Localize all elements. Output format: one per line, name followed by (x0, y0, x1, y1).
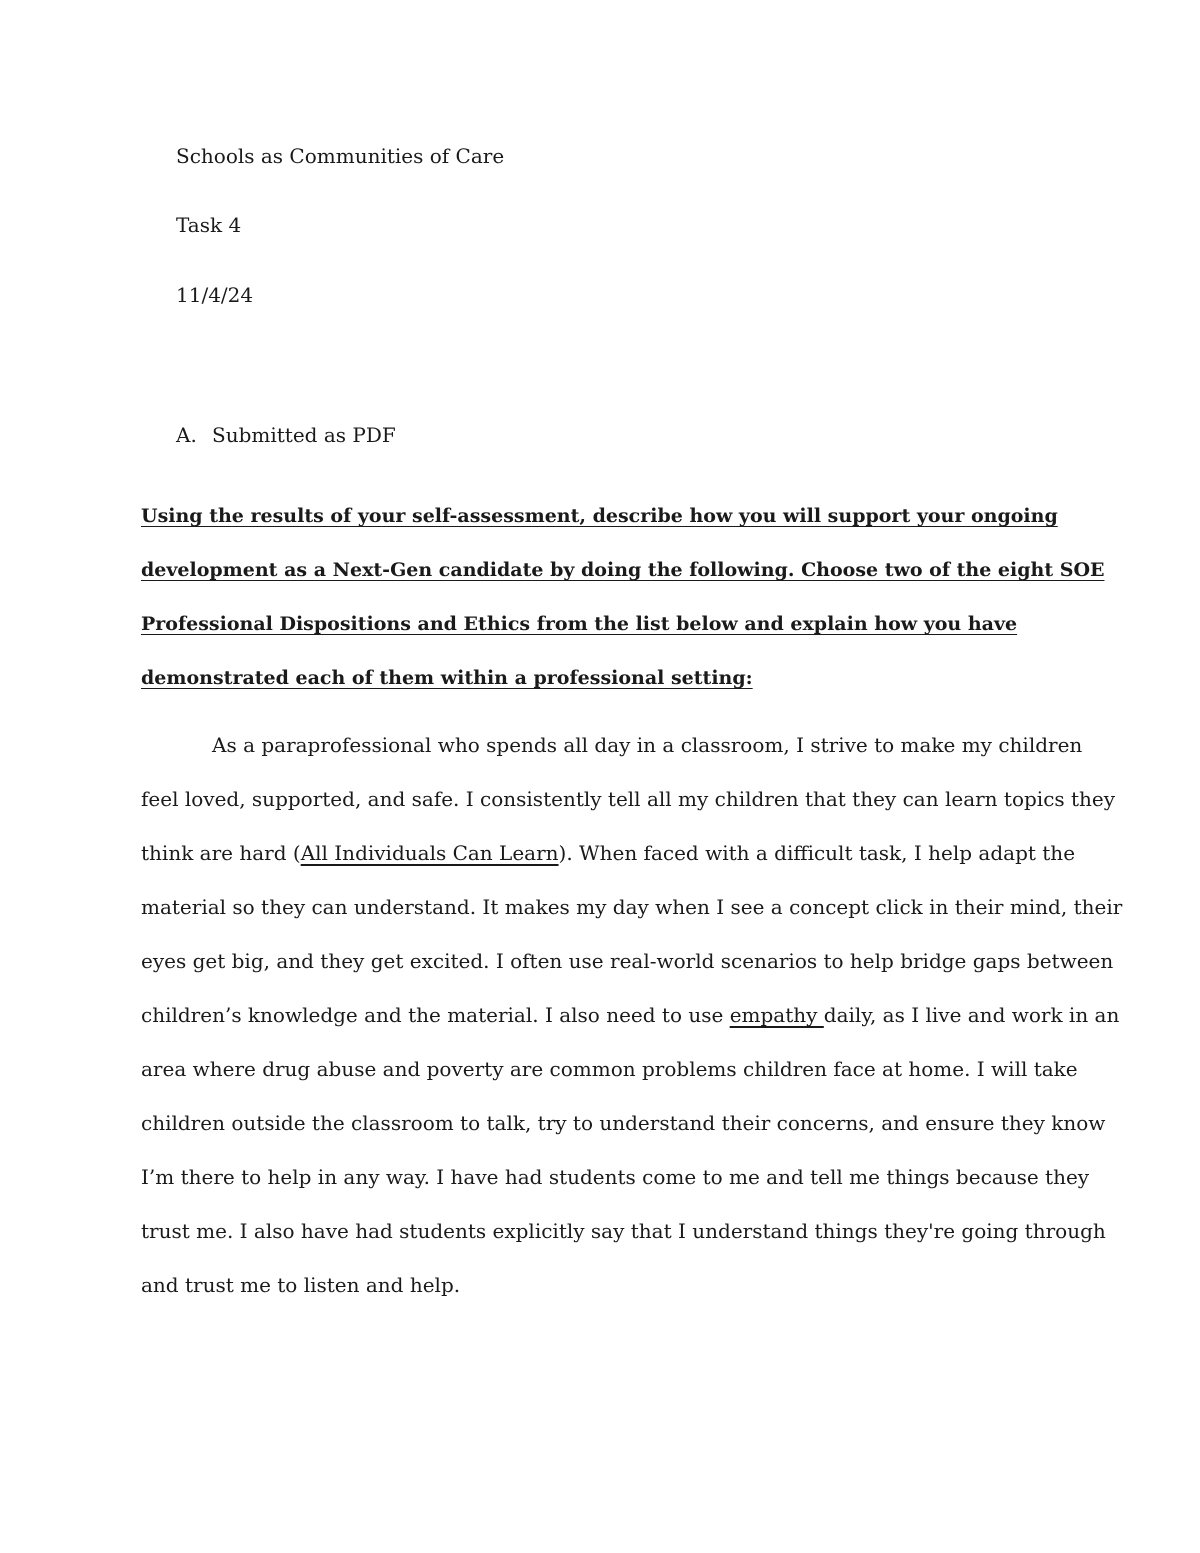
body-line: I’m there to help in any way. I have had students come to me and tell me things because they (141, 1165, 1090, 1189)
prompt-line: Professional Dispositions and Ethics from the list below and explain how you have (141, 613, 1018, 635)
prompt-heading (141, 489, 1105, 705)
task-label: Task 4 (176, 213, 242, 237)
body-line: and trust me to listen and help. (141, 1273, 461, 1297)
prompt-line: development as a Next-Gen candidate by doing the following. Choose two of the eight SOE (141, 559, 1105, 581)
prompt-line: demonstrated each of them within a professional setting: (141, 667, 753, 689)
body-text-segment: daily, as I live and work in an (823, 1003, 1120, 1027)
body-paragraph (141, 718, 1123, 1312)
body-line: eyes get big, and they get excited. I often use real-world scenarios to help bridge gaps between (141, 949, 1114, 973)
body-line: material so they can understand. It makes my day when I see a concept click in their mind, their (141, 895, 1123, 919)
list-marker: A. (176, 423, 197, 447)
list-item-a (176, 421, 396, 449)
body-text-segment: ). When faced with a difficult task, I help adapt the (558, 841, 1076, 865)
body-line: As a paraprofessional who spends all day in a classroom, I strive to make my children (212, 733, 1083, 757)
prompt-line: Using the results of your self-assessment, describe how you will support your ongoing (141, 505, 1058, 527)
course-title: Schools as Communities of Care (176, 144, 505, 168)
body-text-segment: think are hard ( (141, 841, 301, 865)
disposition-reference-all-can-learn: All Individuals Can Learn (300, 841, 559, 865)
body-text-segment: children’s knowledge and the material. I also need to use (141, 1003, 730, 1027)
disposition-reference-empathy: empathy (729, 1003, 824, 1027)
list-item-text: Submitted as PDF (212, 423, 396, 447)
body-line (141, 988, 1120, 1042)
body-line: trust me. I also have had students explicitly say that I understand things they're going through (141, 1219, 1106, 1243)
body-line: children outside the classroom to talk, try to understand their concerns, and ensure they know (141, 1111, 1106, 1135)
body-line: area where drug abuse and poverty are common problems children face at home. I will take (141, 1057, 1078, 1081)
date: 11/4/24 (176, 283, 254, 307)
body-line: feel loved, supported, and safe. I consistently tell all my children that they can learn topics they (141, 787, 1116, 811)
body-line (141, 826, 1081, 880)
